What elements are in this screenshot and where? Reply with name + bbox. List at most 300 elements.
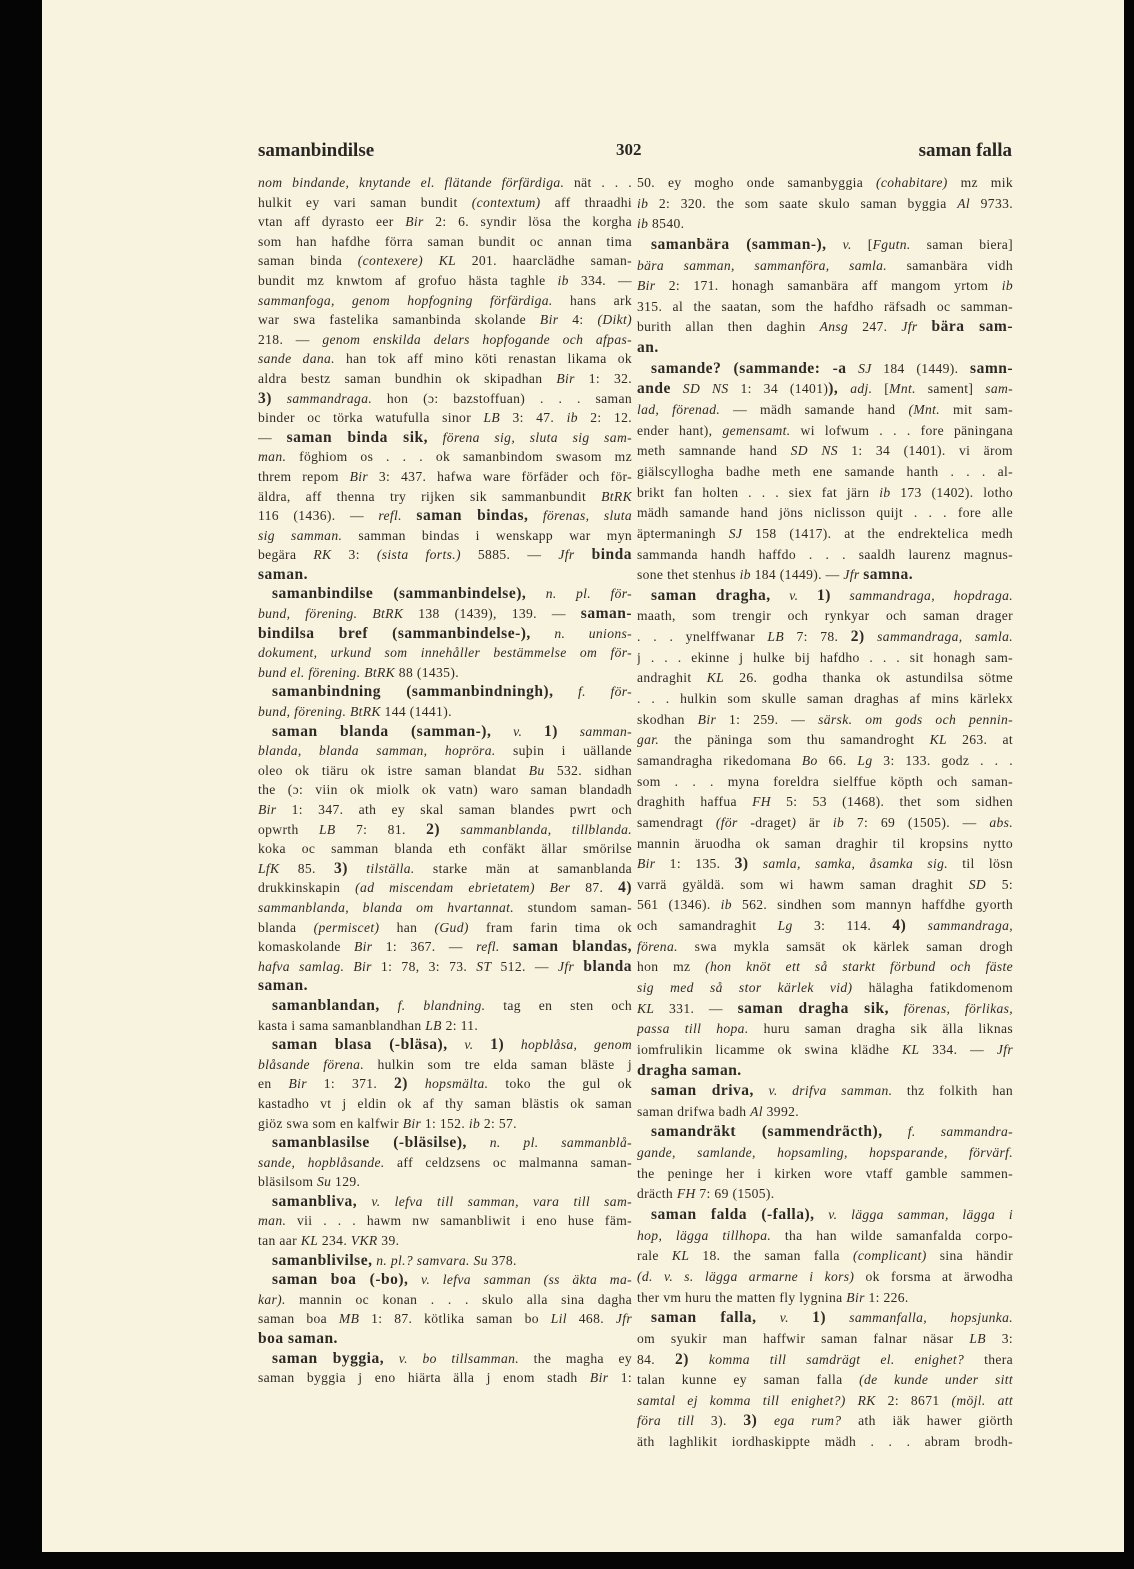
italic-text: v. <box>779 1310 789 1326</box>
text-line <box>637 338 1013 359</box>
text: hon mz <box>637 959 706 975</box>
italic-text: man. <box>258 1213 287 1229</box>
text: giöz swa som en kalfwir <box>258 1115 403 1131</box>
text <box>575 547 592 562</box>
text: 378. <box>487 1252 517 1268</box>
text-line <box>258 722 632 742</box>
text: 3: 47. <box>500 410 567 426</box>
headword: saman boa (-bo), <box>272 1271 409 1289</box>
text-line <box>258 663 632 683</box>
text: 7: 69 (1505). — <box>844 814 990 830</box>
italic-text: Jfr <box>558 958 575 974</box>
text <box>906 918 927 933</box>
text: til lösn <box>948 856 1013 872</box>
text-line <box>637 1122 1013 1143</box>
text-line <box>637 730 1013 751</box>
text: äldra, aff thenna try rijken sik sammanbundit <box>258 488 602 504</box>
text-line <box>637 792 1013 813</box>
text-line <box>258 1133 632 1153</box>
text-line <box>258 271 632 291</box>
italic-text: gande, samlande, hopsamling, hopsparande, förvärf. <box>637 1145 1013 1161</box>
text: 512. — <box>491 958 558 974</box>
text: 85. <box>279 860 335 876</box>
italic-text: abs. <box>989 814 1013 830</box>
text <box>789 1310 812 1325</box>
text-line <box>258 584 632 604</box>
text <box>689 1352 709 1367</box>
text-line <box>258 1368 632 1388</box>
italic-text: ST <box>476 958 492 974</box>
text-line <box>637 379 1013 400</box>
text-line <box>258 251 632 271</box>
text <box>528 508 542 523</box>
text: 1: 34 (1401) <box>728 381 829 397</box>
text-line <box>258 1172 632 1192</box>
text: saman binda <box>258 253 358 269</box>
text-line <box>258 976 632 996</box>
text <box>408 1272 421 1287</box>
text: 173 (1402). lotho <box>890 484 1013 500</box>
text-line <box>637 957 1013 978</box>
italic-text: SD NS <box>682 381 729 397</box>
text: tan aar <box>258 1233 301 1249</box>
headword: samandräkt (sammendräcth), <box>651 1123 883 1141</box>
text: 1: 371. <box>306 1076 395 1092</box>
text: 234. <box>318 1233 351 1249</box>
right-column <box>637 173 1013 1453</box>
italic-text: (möjl. att <box>951 1392 1013 1408</box>
headword: 2) <box>850 628 865 646</box>
text: meth samnande hand <box>637 443 791 459</box>
text <box>918 319 932 334</box>
text: 331. — <box>654 1000 738 1016</box>
text: 3: 437. hafwa ware förfäder och för- <box>368 468 632 484</box>
text: andraghit <box>637 670 707 686</box>
text: 7: 69 (1505). <box>695 1186 775 1202</box>
text: war swa fastelika samanbinda skolande <box>258 312 540 328</box>
text-line <box>258 1211 632 1231</box>
headword: saman- <box>580 605 632 623</box>
text: huru saman dragha sik älla liknas <box>748 1021 1013 1037</box>
left-column <box>258 173 632 1388</box>
text: 1: 226. <box>864 1289 909 1305</box>
text: 144 (1441). <box>380 704 452 720</box>
text-line <box>637 1267 1013 1288</box>
text: . . . ynelffwanar <box>637 629 768 645</box>
text: aldra bestz saman bundhin ok skipadhan <box>258 370 557 386</box>
text-line <box>637 895 1013 916</box>
italic-text: LB <box>969 1330 986 1346</box>
italic-text: hopsmälta. <box>424 1076 489 1092</box>
text <box>749 856 763 871</box>
text <box>671 381 683 396</box>
italic-text: Al <box>957 195 971 211</box>
text: binder oc törka watufulla sinor <box>258 410 484 426</box>
text: 1: 367. — <box>372 939 477 955</box>
headword: binda <box>591 546 632 564</box>
text-line <box>258 682 632 702</box>
text: sina händir <box>926 1248 1013 1264</box>
headword: boa saman. <box>258 1330 338 1348</box>
text: som han hafdhe förra saman bundit oc annan tima <box>258 233 632 249</box>
text: swa mykla samsät ok kärlek saman drogh <box>677 938 1013 954</box>
text-line <box>258 212 632 232</box>
text-line <box>637 1081 1013 1102</box>
text: fram farin tima ok <box>468 919 632 935</box>
text: han tok aff mino köti renastan likama ok <box>334 351 632 367</box>
text-line <box>637 462 1013 483</box>
text-line <box>258 937 632 957</box>
headword: samn- <box>970 359 1013 377</box>
headword: 4) <box>618 879 632 897</box>
text: oleo ok tiäru ok istre saman blandat <box>258 762 529 778</box>
text: 1: <box>608 1370 632 1386</box>
headword: 4) <box>892 917 907 935</box>
text: begära <box>258 547 314 563</box>
text: mädh samande hand jöns niclisson quijt . . . fore alle <box>637 505 1013 521</box>
text: 1: 32. <box>574 370 632 386</box>
text: 2: 6. syndir lösa the korgha <box>423 214 632 230</box>
text: hulkin som tre elda saman bläste j <box>364 1056 632 1072</box>
text-line <box>637 194 1013 215</box>
text: 5: <box>986 876 1013 892</box>
headword: samanblandan, <box>272 996 380 1014</box>
italic-text: sammandraga, hopdraga. <box>849 587 1013 603</box>
headword: samande? (sammande: -a <box>651 359 847 377</box>
italic-text: särsk. om gods och pennin- <box>818 711 1013 727</box>
italic-text: VKR <box>350 1233 378 1249</box>
text <box>504 1037 521 1052</box>
text: 3992. <box>762 1103 799 1119</box>
text-line <box>258 957 632 977</box>
text-line <box>637 235 1013 256</box>
text <box>757 1413 774 1428</box>
text: 1: 34 (1401). vi ärom <box>837 443 1013 459</box>
text-line <box>258 898 632 918</box>
italic-text: v. <box>842 236 852 252</box>
text: talan kunne ey saman falla <box>637 1372 860 1388</box>
italic-text: Bu <box>528 762 545 778</box>
text-line <box>258 1055 632 1075</box>
text-line <box>258 878 632 898</box>
text-line <box>637 772 1013 793</box>
text-line <box>637 999 1013 1020</box>
text <box>384 1351 399 1366</box>
italic-text: Jfr <box>843 567 860 583</box>
text: koka oc samman blanda eth confäkt ällar smörilse <box>258 841 632 857</box>
italic-text: Bir <box>846 1289 865 1305</box>
headword: 2) <box>394 1075 408 1093</box>
italic-text: ega rum? <box>773 1413 842 1429</box>
text: 3: <box>331 547 377 563</box>
text-line <box>637 256 1013 277</box>
text: 1: 347. ath ey skal saman blandes pwrt och <box>276 802 632 817</box>
text <box>473 1037 490 1052</box>
text <box>574 959 583 974</box>
text <box>408 1076 425 1091</box>
italic-text: FH <box>676 1186 696 1202</box>
text: 1: 87. kötlika saman bo <box>359 1311 551 1327</box>
text: burith allan then daghin <box>637 319 820 335</box>
headword: an. <box>637 339 659 357</box>
text: 1: 259. — <box>716 711 819 727</box>
text: är <box>796 814 833 830</box>
text-line <box>637 214 1013 235</box>
text-line <box>637 854 1013 875</box>
text: — mädh samande hand <box>720 402 909 418</box>
italic-text: Bir <box>258 802 277 817</box>
text: 26. godha thanka ok astundilsa sötme <box>724 670 1013 686</box>
text: 88 (1435). <box>395 664 459 680</box>
text: saman byggia j eno hiärta älla j enom stadh <box>258 1370 590 1386</box>
italic-text: KL <box>300 1233 319 1249</box>
text-line <box>637 1432 1013 1453</box>
italic-text: (d. v. s. lägga armarne i kors) <box>637 1268 855 1284</box>
text: 5: 53 (1468). thet som sidhen <box>770 794 1013 810</box>
text: som . . . myna foreldra sielffue köpth och saman- <box>637 773 1013 789</box>
italic-text: MB <box>338 1311 360 1327</box>
text: 1: 135. <box>655 856 735 872</box>
italic-text: ib <box>637 216 649 232</box>
text-line <box>258 1231 632 1251</box>
text-line <box>258 604 632 624</box>
italic-text: SJ <box>728 525 743 541</box>
text: 129. <box>331 1174 361 1190</box>
text <box>526 586 545 601</box>
text: 66. <box>817 752 858 768</box>
text: the magha ey <box>519 1350 632 1366</box>
text: saman biera] <box>910 236 1013 252</box>
italic-text: (hon knöt ett så starkt förbund och fäste <box>705 959 1013 975</box>
italic-text: SJ <box>858 360 872 376</box>
text: tha han wilde samanfalda corpo- <box>771 1227 1013 1243</box>
text: 561 (1346). <box>637 897 721 913</box>
text <box>357 1194 371 1209</box>
italic-text: ib <box>879 484 891 500</box>
italic-text: Bir <box>349 468 369 484</box>
text: drukkinskapin <box>258 880 356 896</box>
text <box>272 391 287 406</box>
text-line <box>637 297 1013 318</box>
italic-text: (Dikt) <box>597 312 632 328</box>
text-line <box>258 487 632 507</box>
text-line <box>258 1251 632 1271</box>
text-line <box>258 624 632 644</box>
text-line <box>258 447 632 467</box>
text <box>448 1037 465 1052</box>
italic-text: (cohabitare) <box>876 175 948 190</box>
headword: saman bindas, <box>416 507 529 525</box>
text <box>827 237 843 252</box>
text-line <box>637 627 1013 648</box>
text: 3). <box>694 1413 744 1429</box>
italic-text: komma till samdrägt el. enighet? <box>708 1351 965 1367</box>
italic-text: ib <box>637 195 649 211</box>
text-line <box>637 1205 1013 1226</box>
italic-text: Jfr <box>615 1311 632 1327</box>
text <box>380 998 398 1013</box>
text-line <box>258 545 632 565</box>
text-line <box>258 741 632 761</box>
text-line <box>637 751 1013 772</box>
italic-text: LfK <box>258 860 280 876</box>
text-line <box>637 834 1013 855</box>
headword: saman binda sik, <box>286 428 428 446</box>
text-line <box>258 1192 632 1212</box>
italic-text: sammandraga, <box>927 918 1013 934</box>
italic-text: adj. <box>850 381 873 397</box>
italic-text: Bo <box>801 752 818 768</box>
text-line <box>637 400 1013 421</box>
italic-text: hopblåsa, genom <box>520 1037 632 1053</box>
italic-text: blanda, blanda samman, hopröra. <box>258 743 496 759</box>
italic-text: BtRK <box>601 488 632 504</box>
text-line <box>258 408 632 428</box>
text-line <box>637 1143 1013 1164</box>
italic-text: v. <box>464 1037 474 1053</box>
text-line <box>258 369 632 389</box>
text-line <box>637 1184 1013 1205</box>
text: vii . . . hawm nw samanbliwit i eno huse fäm- <box>286 1213 632 1229</box>
text: sone thet stenhus <box>637 567 740 583</box>
text-line <box>258 800 632 820</box>
text-line <box>637 916 1013 937</box>
text-line <box>258 526 632 546</box>
text-line <box>258 467 632 487</box>
text <box>771 588 790 603</box>
headword: saman blasa (-bläsa), <box>272 1036 448 1054</box>
italic-text: tilställa. <box>366 860 415 876</box>
headword: bindilsa bref (sammanbindelse-), <box>258 624 531 642</box>
italic-text: sande dana. <box>258 351 335 367</box>
text: 3: <box>985 1330 1013 1346</box>
text: mit sam- <box>940 402 1013 418</box>
italic-text: ib <box>557 272 569 288</box>
text-line <box>637 648 1013 669</box>
italic-text: Bir <box>539 312 559 328</box>
text: samendragt <box>637 814 716 830</box>
headword: dragha saman. <box>637 1061 742 1079</box>
italic-text: ib <box>1001 278 1013 294</box>
italic-text: förenas, sluta <box>542 508 632 524</box>
headword: ande <box>637 380 671 398</box>
headword: samanbindilse (sammanbindelse), <box>272 585 527 603</box>
headword: 2) <box>674 1350 689 1368</box>
italic-text: (de kunde under sitt <box>859 1372 1013 1388</box>
text-line <box>637 606 1013 627</box>
text <box>831 588 850 603</box>
text-line <box>637 1350 1013 1371</box>
italic-text: Ansg <box>819 319 849 335</box>
text-line <box>258 389 632 409</box>
italic-text: v. lefva till samman, vara till sam- <box>371 1193 632 1209</box>
text: aff thraadhi <box>540 194 632 210</box>
headword: 2) <box>426 820 441 838</box>
italic-text: sammanblanda, tillblanda. <box>460 821 632 837</box>
text <box>402 508 416 523</box>
italic-text: (Gud) <box>434 919 469 935</box>
text: blanda <box>258 919 314 935</box>
text: mannin oc konan . . . skulo alla sina dagha <box>285 1291 632 1307</box>
text <box>467 1135 490 1150</box>
italic-text: refl. <box>378 508 402 524</box>
text: 315. al the saatan, som the hafdho räfsadh oc samman- <box>637 298 1013 314</box>
text-line <box>258 780 632 800</box>
text-line <box>637 586 1013 607</box>
headword: 1) <box>544 722 558 740</box>
italic-text: bund el. förening. BtRK <box>258 664 396 680</box>
text: tag en sten och <box>485 997 632 1013</box>
text: 532. sidhan <box>544 762 632 778</box>
text: en <box>258 1076 289 1092</box>
text: 2: 8671 <box>875 1392 952 1408</box>
text: 334. — <box>919 1041 997 1057</box>
text-line <box>258 291 632 311</box>
italic-text: RK <box>313 547 332 563</box>
italic-text: v. <box>513 723 523 739</box>
headword: 3) <box>258 389 272 407</box>
italic-text: KL <box>671 1248 690 1264</box>
text-line <box>637 1061 1013 1082</box>
text-line <box>637 524 1013 545</box>
text <box>754 1083 769 1098</box>
text: 39. <box>377 1233 400 1249</box>
text: bläsilsom <box>258 1174 318 1190</box>
italic-text: (ad miscendam ebrietatem) Ber <box>355 880 571 896</box>
text: hans ark <box>552 292 632 308</box>
text-line <box>637 483 1013 504</box>
text: 84. <box>637 1351 675 1367</box>
italic-text: samla, samka, åsamka sig. <box>762 856 949 872</box>
text: sammanda handh haffdo . . . saaldh laurenz magnus- <box>637 546 1013 562</box>
text-line <box>258 1094 632 1114</box>
italic-text: nom bindande, knytande el. flätande förfärdiga. <box>258 175 565 190</box>
italic-text: bund, förening. BtRK <box>258 704 381 720</box>
text-line <box>637 1102 1013 1123</box>
text-line <box>258 1329 632 1349</box>
italic-text: v. drifva samman. <box>768 1083 893 1099</box>
text: the päninga som thu samandroght <box>659 732 930 748</box>
italic-text: f. blandning. <box>397 997 486 1013</box>
text-line <box>637 668 1013 689</box>
headword: saman blanda (samman-), <box>272 722 492 740</box>
text <box>838 381 850 396</box>
italic-text: (Mnt. <box>908 402 941 418</box>
text: dräcth <box>637 1186 677 1202</box>
text: 7: 78. <box>784 629 851 645</box>
text <box>531 626 555 641</box>
text-line <box>637 1391 1013 1412</box>
page-number: 302 <box>616 140 642 159</box>
text-line <box>258 1016 632 1036</box>
headword: saman byggia, <box>272 1349 385 1367</box>
text: mannin äruodha ok saman draghir til kropsins nytto <box>637 835 1013 851</box>
headword: saman dragha sik, <box>737 999 890 1017</box>
text-line <box>258 1270 632 1290</box>
italic-text: ib <box>832 814 845 830</box>
text: suþin i uällande <box>495 743 632 759</box>
italic-text: (complicant) <box>852 1248 927 1264</box>
italic-text: bära samman, sammanföra, samla. <box>637 257 888 273</box>
text: thera <box>964 1351 1013 1367</box>
italic-text: förenas, förlikas, <box>903 1000 1013 1016</box>
text: 263. at <box>946 732 1013 748</box>
text: 116 (1436). — <box>258 508 379 524</box>
text: wi lofwum . . . fore päningana <box>790 422 1013 438</box>
text: samanbära vidh <box>887 257 1013 273</box>
text: 3: 114. <box>792 918 893 934</box>
italic-text: samtal ej komma till enighet?) RK <box>637 1392 876 1408</box>
